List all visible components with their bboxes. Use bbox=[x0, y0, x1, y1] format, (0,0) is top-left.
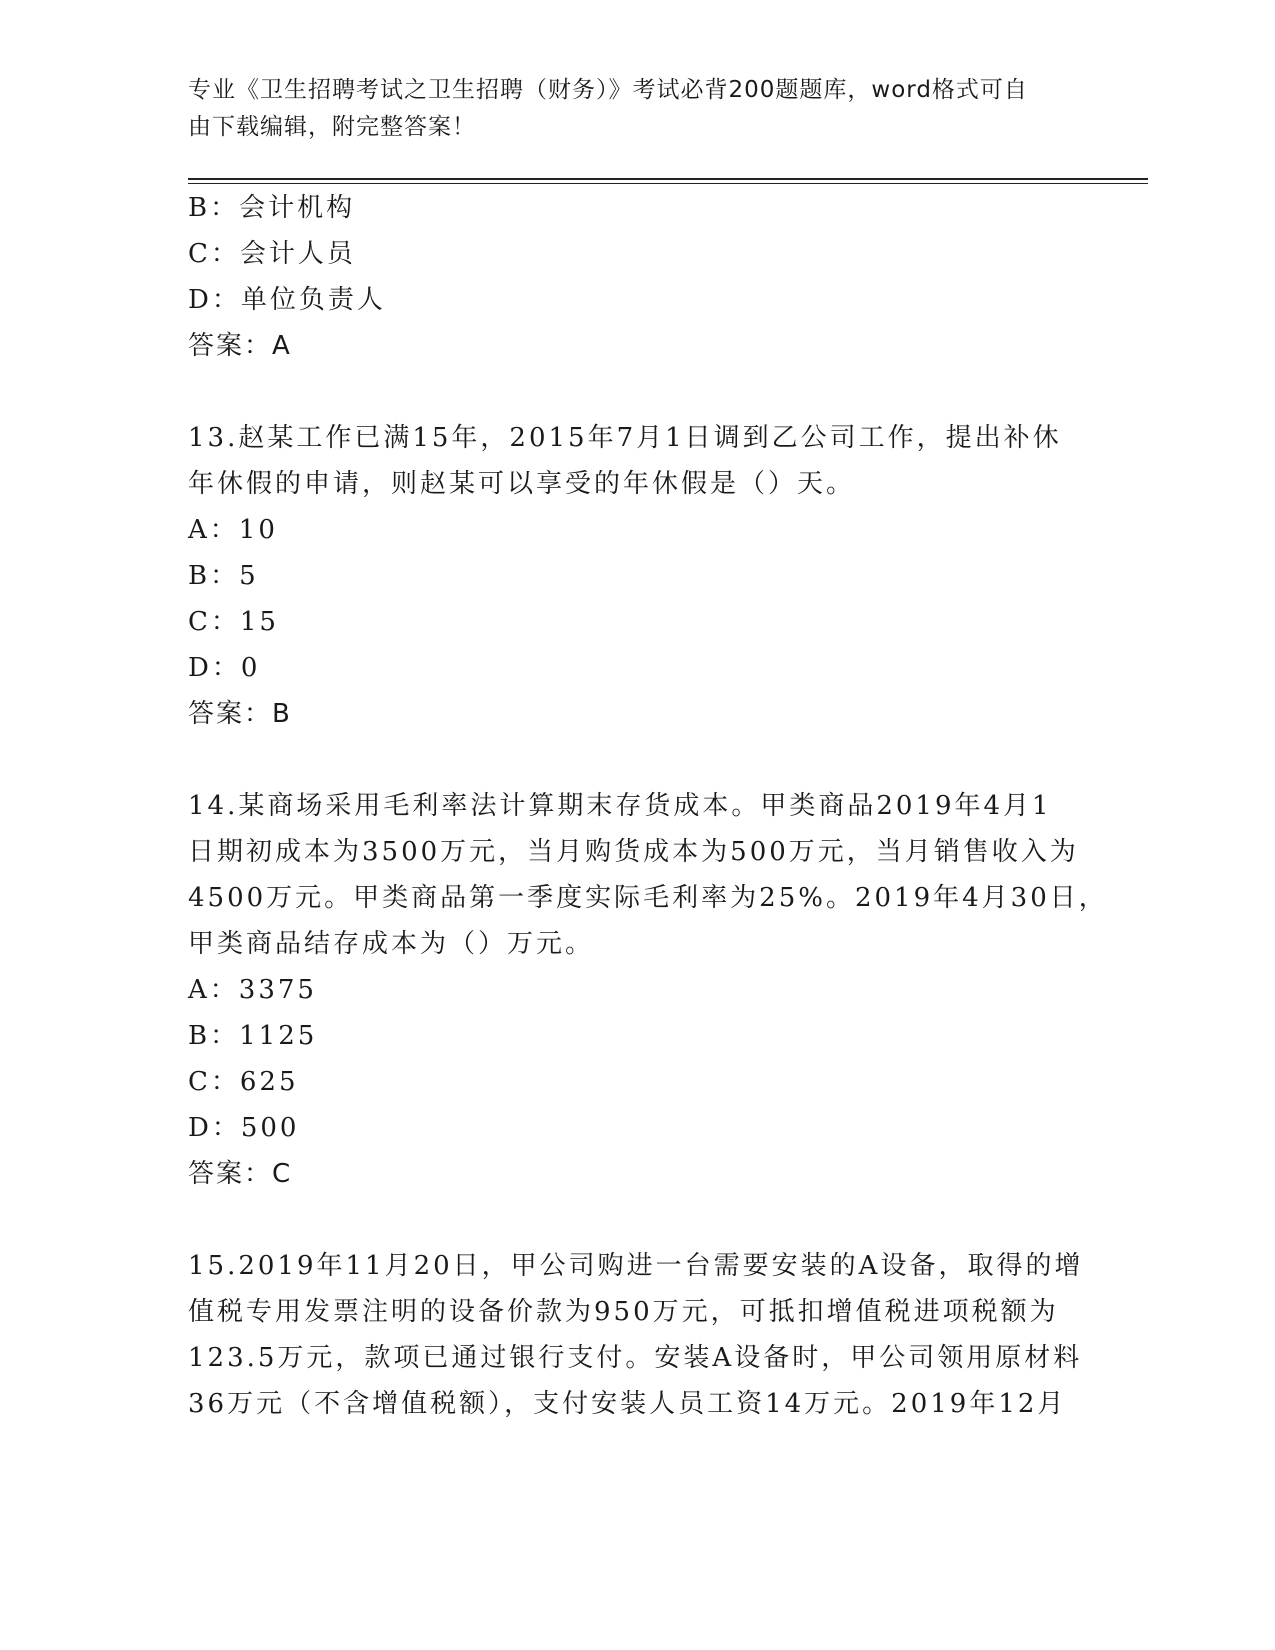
question-text-line: 4500万元。甲类商品第一季度实际毛利率为25%。2019年4月30日， bbox=[188, 883, 1108, 913]
question-15 bbox=[188, 1243, 1084, 1427]
question-text-line: 123.5万元，款项已通过银行支付。安装A设备时，甲公司领用原材料 bbox=[188, 1343, 1083, 1373]
option-b: B：1125 bbox=[188, 1021, 318, 1051]
question-list bbox=[188, 185, 1108, 1427]
option-d: D：500 bbox=[188, 1113, 300, 1143]
question-14 bbox=[188, 783, 1108, 1197]
option-d: D：单位负责人 bbox=[188, 285, 386, 315]
question-text-line: 年休假的申请，则赵某可以享受的年休假是（）天。 bbox=[188, 469, 856, 499]
question-text-line: 甲类商品结存成本为（）万元。 bbox=[188, 929, 595, 959]
question-text-line: 值税专用发票注明的设备价款为950万元，可抵扣增值税进项税额为 bbox=[188, 1297, 1059, 1327]
option-a: A：3375 bbox=[188, 975, 317, 1005]
answer: 答案：C bbox=[188, 1159, 293, 1189]
option-d: D：0 bbox=[188, 653, 261, 683]
option-c: C：15 bbox=[188, 607, 279, 637]
header-line-2: 由下载编辑，附完整答案！ bbox=[188, 114, 476, 140]
question-12 bbox=[188, 185, 1078, 369]
question-text-line: 13.赵某工作已满15年，2015年7月1日调到乙公司工作，提出补休 bbox=[188, 423, 1062, 453]
header-rule-thick bbox=[188, 178, 1148, 180]
answer: 答案：B bbox=[188, 699, 292, 729]
option-b: B：5 bbox=[188, 561, 259, 591]
document-header bbox=[188, 72, 1068, 146]
question-text-line: 36万元（不含增值税额），支付安装人员工资14万元。2019年12月 bbox=[188, 1389, 1067, 1419]
question-text-line: 15.2019年11月20日，甲公司购进一台需要安装的A设备，取得的增 bbox=[188, 1251, 1084, 1281]
option-c: C：会计人员 bbox=[188, 239, 356, 269]
header-rule-thin bbox=[188, 183, 1148, 184]
answer: 答案：A bbox=[188, 331, 292, 361]
question-13 bbox=[188, 415, 1078, 737]
header-line-1: 专业《卫生招聘考试之卫生招聘（财务）》考试必背200题题库，word格式可自 bbox=[188, 77, 1028, 103]
option-a: A：10 bbox=[188, 515, 278, 545]
option-c: C：625 bbox=[188, 1067, 299, 1097]
option-b: B：会计机构 bbox=[188, 193, 356, 223]
question-text-line: 日期初成本为3500万元，当月购货成本为500万元，当月销售收入为 bbox=[188, 837, 1079, 867]
question-text-line: 14.某商场采用毛利率法计算期末存货成本。甲类商品2019年4月1 bbox=[188, 791, 1052, 821]
